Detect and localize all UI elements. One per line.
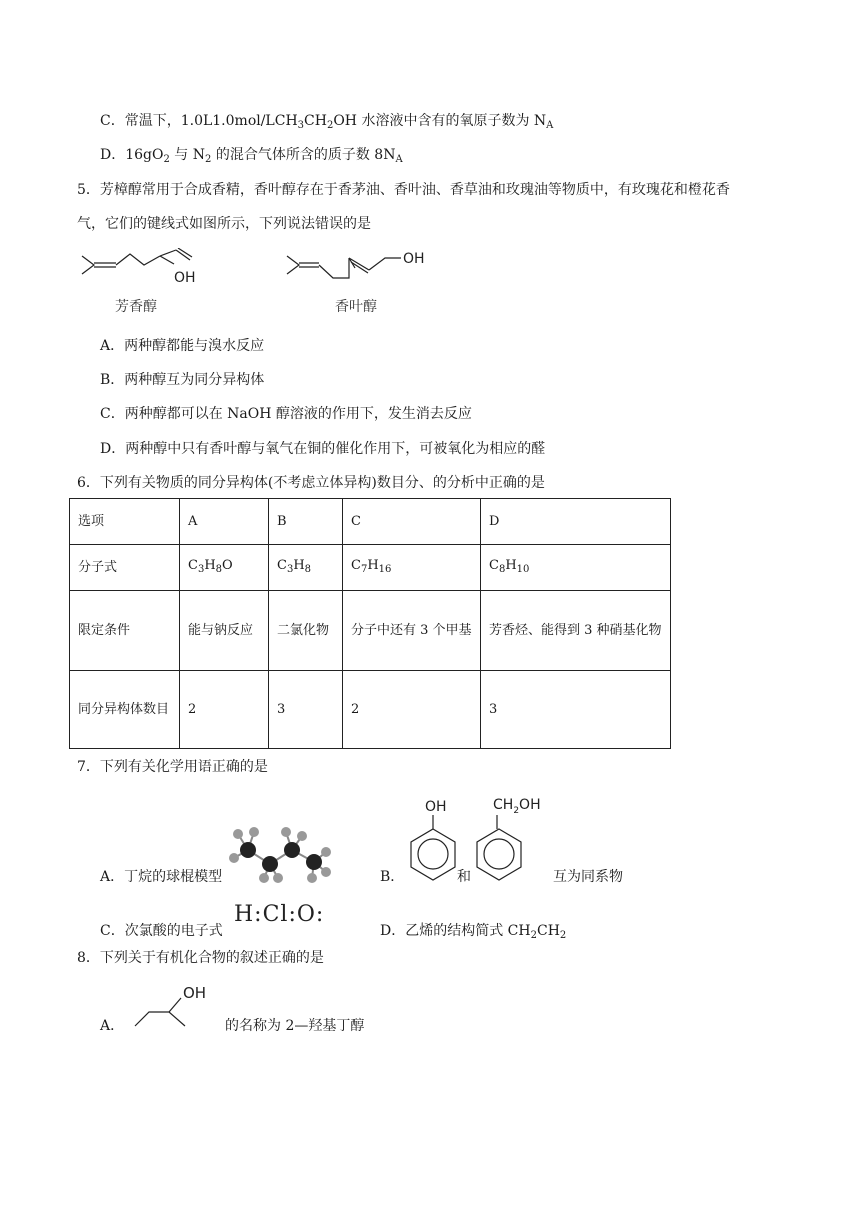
- butanol-structure: [133, 980, 218, 1032]
- benzyl-alcohol-structure: [475, 795, 555, 887]
- table-cell: 选项: [70, 499, 180, 545]
- table-cell: 3: [269, 671, 343, 749]
- table-cell: 二氯化物: [269, 591, 343, 671]
- q7-option-a: A．丁烷的球棍模型: [100, 869, 223, 885]
- phenol-oh-label: OH: [425, 799, 447, 815]
- q4-option-d: D．$16gO_2$ 与 $N_2$ 的混合气体所含的质子数 $8N_A$: [100, 147, 403, 165]
- phenol-structure: [405, 795, 461, 887]
- q6-stem: 6．下列有关物质的同分异构体(不考虑立体异构)数目分、的分析中正确的是: [77, 475, 545, 491]
- table-cell: B: [269, 499, 343, 545]
- q5-option-b: B．两种醇互为同分异构体: [100, 372, 265, 388]
- formula-cell: $C_8H_{10}$: [481, 545, 671, 591]
- hclo-electron-formula: H:Cl:O:: [234, 902, 325, 927]
- table-row: [70, 545, 671, 591]
- table-cell: 2: [180, 671, 269, 749]
- q4-option-c: C．常温下，$1.0L1.0mol/LCH_3CH_2OH$ 水溶液中含有的氧原子数为 $N_A$: [100, 113, 554, 131]
- table-cell: 芳香烃、能得到 3 种硝基化物: [481, 591, 671, 671]
- table-cell: 3: [481, 671, 671, 749]
- isomer-table: [69, 498, 671, 749]
- q8-option-a-suffix: 的名称为 2—羟基丁醇: [225, 1018, 365, 1034]
- formula-cell: $C_7H_{16}$: [343, 545, 481, 591]
- q8-option-a-prefix: A．: [100, 1018, 125, 1034]
- table-cell: C: [343, 499, 481, 545]
- q7-option-b-suffix: 互为同系物: [553, 869, 623, 885]
- table-cell: 分子中还有 3 个甲基: [343, 591, 481, 671]
- table-row: [70, 591, 671, 671]
- table-cell: 限定条件: [70, 591, 180, 671]
- q7-option-b-and: 和: [457, 869, 471, 885]
- q7-stem: 7．下列有关化学用语正确的是: [77, 759, 268, 775]
- formula-cell: $C_3H_8O$: [180, 545, 269, 591]
- q5-option-d: D．两种醇中只有香叶醇与氧气在铜的催化作用下，可被氧化为相应的醛: [100, 441, 546, 457]
- ch2oh-label: $CH_2OH$: [493, 797, 541, 816]
- geraniol-label: 香叶醇: [335, 299, 377, 315]
- table-cell: 2: [343, 671, 481, 749]
- geraniol-oh-label: OH: [403, 251, 425, 267]
- table-cell: 同分异构体数目: [70, 671, 180, 749]
- formula-cell: $C_3H_8$: [269, 545, 343, 591]
- table-cell: A: [180, 499, 269, 545]
- q5-option-a: A．两种醇都能与溴水反应: [100, 338, 265, 354]
- q5-stem-line1: 5．芳樟醇常用于合成香精，香叶醇存在于香茅油、香叶油、香草油和玫瑰油等物质中，有玫瑰花和橙花香: [77, 182, 730, 198]
- table-cell: D: [481, 499, 671, 545]
- linalool-structure: [80, 248, 210, 293]
- geraniol-structure: [285, 248, 435, 293]
- q7-option-c: C．次氯酸的电子式: [100, 923, 223, 939]
- q7-option-d: D．乙烯的结构简式 $CH_2CH_2$: [380, 923, 567, 941]
- q5-stem-line2: 气，它们的键线式如图所示，下列说法错误的是: [77, 216, 371, 232]
- table-cell: 能与钠反应: [180, 591, 269, 671]
- linalool-label: 芳香醇: [115, 299, 157, 315]
- butane-ball-stick-model: [228, 822, 332, 884]
- linalool-oh-label: OH: [174, 270, 196, 286]
- q5-option-c: C．两种醇都可以在 NaOH 醇溶液的作用下，发生消去反应: [100, 406, 472, 422]
- q7-option-b-prefix: B．: [380, 869, 405, 885]
- table-row: [70, 499, 671, 545]
- table-cell: 分子式: [70, 545, 180, 591]
- q8-stem: 8．下列关于有机化合物的叙述正确的是: [77, 950, 324, 966]
- table-row: [70, 671, 671, 749]
- butanol-oh-label: OH: [183, 984, 207, 1002]
